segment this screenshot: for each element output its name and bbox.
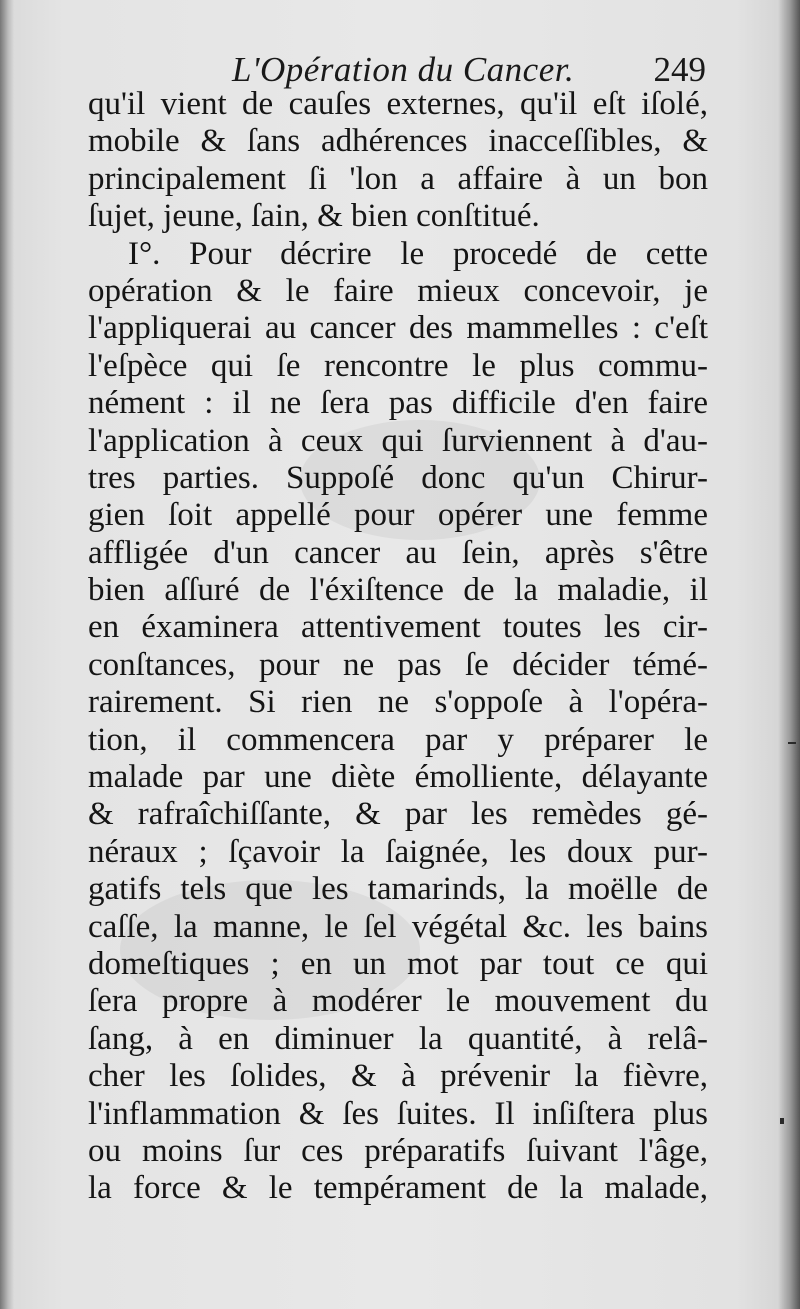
text-line: I°. Pour décrire le procedé de cette [128,235,708,272]
text-line: néraux ; ſçavoir la ſaignée, les doux pur- [88,833,708,870]
text-line: nément : il ne ſera pas difficile d'en faire [88,385,708,422]
text-line: gien ſoit appellé pour opérer une femme [88,497,708,534]
text-line: ſang, à en diminuer la quantité, à relâ- [88,1020,708,1057]
page-right-edge [778,0,800,1309]
text-line: opération & le faire mieux concevoir, je [88,272,708,309]
text-line: ou moins ſur ces préparatifs ſuivant l'âge, [88,1132,708,1169]
page-left-edge [0,0,14,1309]
margin-mark [780,1118,784,1124]
text-line: l'application à ceux qui ſurviennent à d'au- [88,422,708,459]
text-line: tion, il commencera par y préparer le [88,721,708,758]
text-line: en éxaminera attentivement toutes les cir- [88,609,708,646]
text-line: gatifs tels que les tamarinds, la moëlle de [88,871,708,908]
text-line: conſtances, pour ne pas ſe décider témé- [88,646,708,683]
text-line: & rafraîchiſſante, & par les remèdes gé- [88,796,708,833]
text-line: ſujet, jeune, ſain, & bien conſtitué. [88,198,540,235]
text-line: ſera propre à modérer le mouvement du [88,983,708,1020]
text-line: rairement. Si rien ne s'oppoſe à l'opéra- [88,684,708,721]
text-line: tres parties. Suppoſé donc qu'un Chirur- [88,459,708,496]
text-line: cher les ſolides, & à prévenir la fièvre, [88,1058,708,1095]
text-line: la force & le tempérament de la malade, [88,1170,708,1207]
text-line: domeſtiques ; en un mot par tout ce qui [88,945,708,982]
running-title: L'Opération du Cancer. [232,50,575,89]
margin-mark [788,742,796,744]
text-line: mobile & ſans adhérences inacceſſibles, & [88,123,708,160]
text-line: l'appliquerai au cancer des mammelles : c'eſt [88,310,708,347]
body-text [88,86,708,1208]
text-line: l'eſpèce qui ſe rencontre le plus commu- [88,347,708,384]
text-line: l'inflammation & ſes ſuites. Il inſiſtera plus [88,1095,708,1132]
text-line: caſſe, la manne, le ſel végétal &c. les bains [88,908,708,945]
text-line: malade par une diète émolliente, délayante [88,759,708,796]
text-line: principalement ſi 'lon a affaire à un bon [88,160,708,197]
text-line: bien aſſuré de l'éxiſtence de la maladie, il [88,572,708,609]
page-number: 249 [653,50,706,89]
text-line: affligée d'un cancer au ſein, après s'être [88,534,708,571]
text-line: qu'il vient de cauſes externes, qu'il eſt iſolé, [88,86,708,122]
